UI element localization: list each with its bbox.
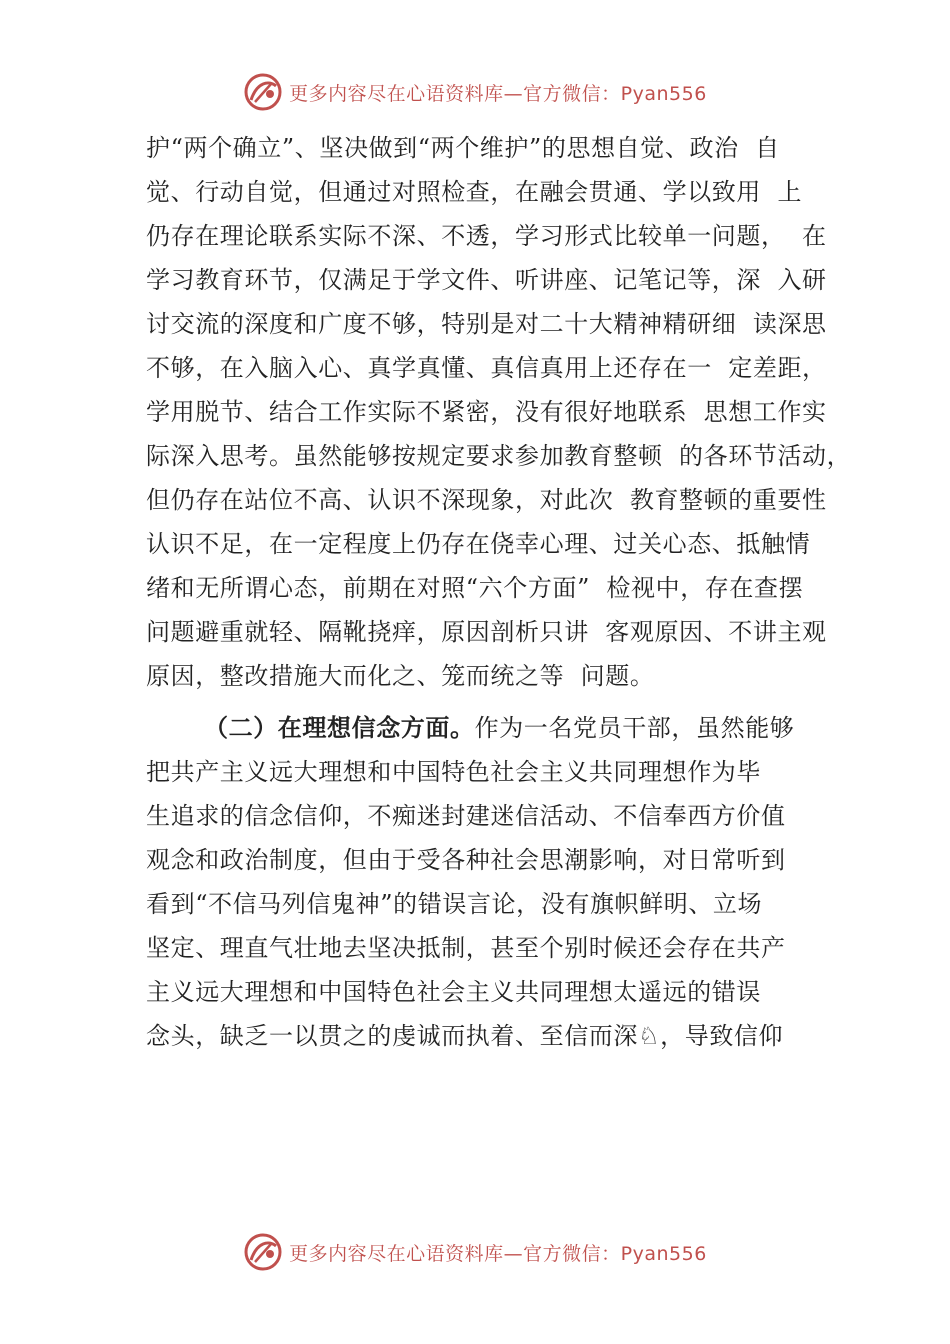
header-watermark <box>0 70 950 114</box>
text-line: 念头，缺乏一以贯之的虔诚而执着、至信而深♘，导致信仰 <box>146 1022 784 1050</box>
text-line: 原因，整改措施大而化之、笼而统之等 问题。 <box>146 662 655 690</box>
footer-watermark <box>0 1230 950 1274</box>
text-line: 认识不足，在一定程度上仍存在侥幸心理、过关心态、抵触情 <box>146 530 811 558</box>
text-line: 把共产主义远大理想和中国特色社会主义共同理想作为毕 <box>146 758 761 786</box>
brand-logo-icon <box>243 72 283 112</box>
text-line: 学习教育环节，仅满足于学文件、听讲座、记笔记等，深 入研 <box>146 266 827 294</box>
text-line: 主义远大理想和中国特色社会主义共同理想太遥远的错误 <box>146 978 761 1006</box>
text-line: 问题避重就轻、隔靴挠痒，原因剖析只讲 客观原因、不讲主观 <box>146 618 827 646</box>
text-line: 看到“不信马列信鬼神”的错误言论，没有旗帜鲜明、立场 <box>146 890 763 918</box>
watermark-text: 更多内容尽在心语资料库—官方微信：Pyan556 <box>289 82 707 105</box>
text-line: 生追求的信念信仰，不痴迷封建迷信活动、不信奉西方价值 <box>146 802 786 830</box>
text-line: 观念和政治制度，但由于受各种社会思潮影响，对日常听到 <box>146 846 786 874</box>
text-line: 护“两个确立”、坚决做到“两个维护”的思想自觉、政治 自 <box>146 134 780 162</box>
text-line: 讨交流的深度和广度不够，特别是对二十大精神精研细 读深思 <box>146 310 827 338</box>
text-line: 觉、行动自觉，但通过对照检查，在融会贯通、学以致用 上 <box>146 178 803 206</box>
text-line: 绪和无所谓心态，前期在对照“六个方面” 检视中，存在查摆 <box>146 574 804 602</box>
text-span: 作为一名党员干部，虽然能够 <box>474 714 795 742</box>
text-line: 仍存在理论联系实际不深、不透，学习形式比较单一问题， 在 <box>146 222 827 250</box>
brand-logo-icon <box>243 1232 283 1272</box>
paragraph-2 <box>146 706 846 1058</box>
text-line: 学用脱节、结合工作实际不紧密，没有很好地联系 思想工作实 <box>146 398 827 426</box>
text-line <box>146 706 846 750</box>
section-heading: （二）在理想信念方面。 <box>204 714 475 742</box>
paragraph-1 <box>146 126 852 698</box>
text-line: 坚定、理直气壮地去坚决抵制，甚至个别时候还会存在共产 <box>146 934 786 962</box>
watermark-text: 更多内容尽在心语资料库—官方微信：Pyan556 <box>289 1242 707 1265</box>
document-body <box>146 126 852 1058</box>
text-line: 际深入思考。虽然能够按规定要求参加教育整顿 的各环节活动， <box>146 442 852 470</box>
text-line: 不够，在入脑入心、真学真懂、真信真用上还存在一 定差距， <box>146 354 827 382</box>
text-line: 但仍存在站位不高、认识不深现象，对此次 教育整顿的重要性 <box>146 486 827 514</box>
